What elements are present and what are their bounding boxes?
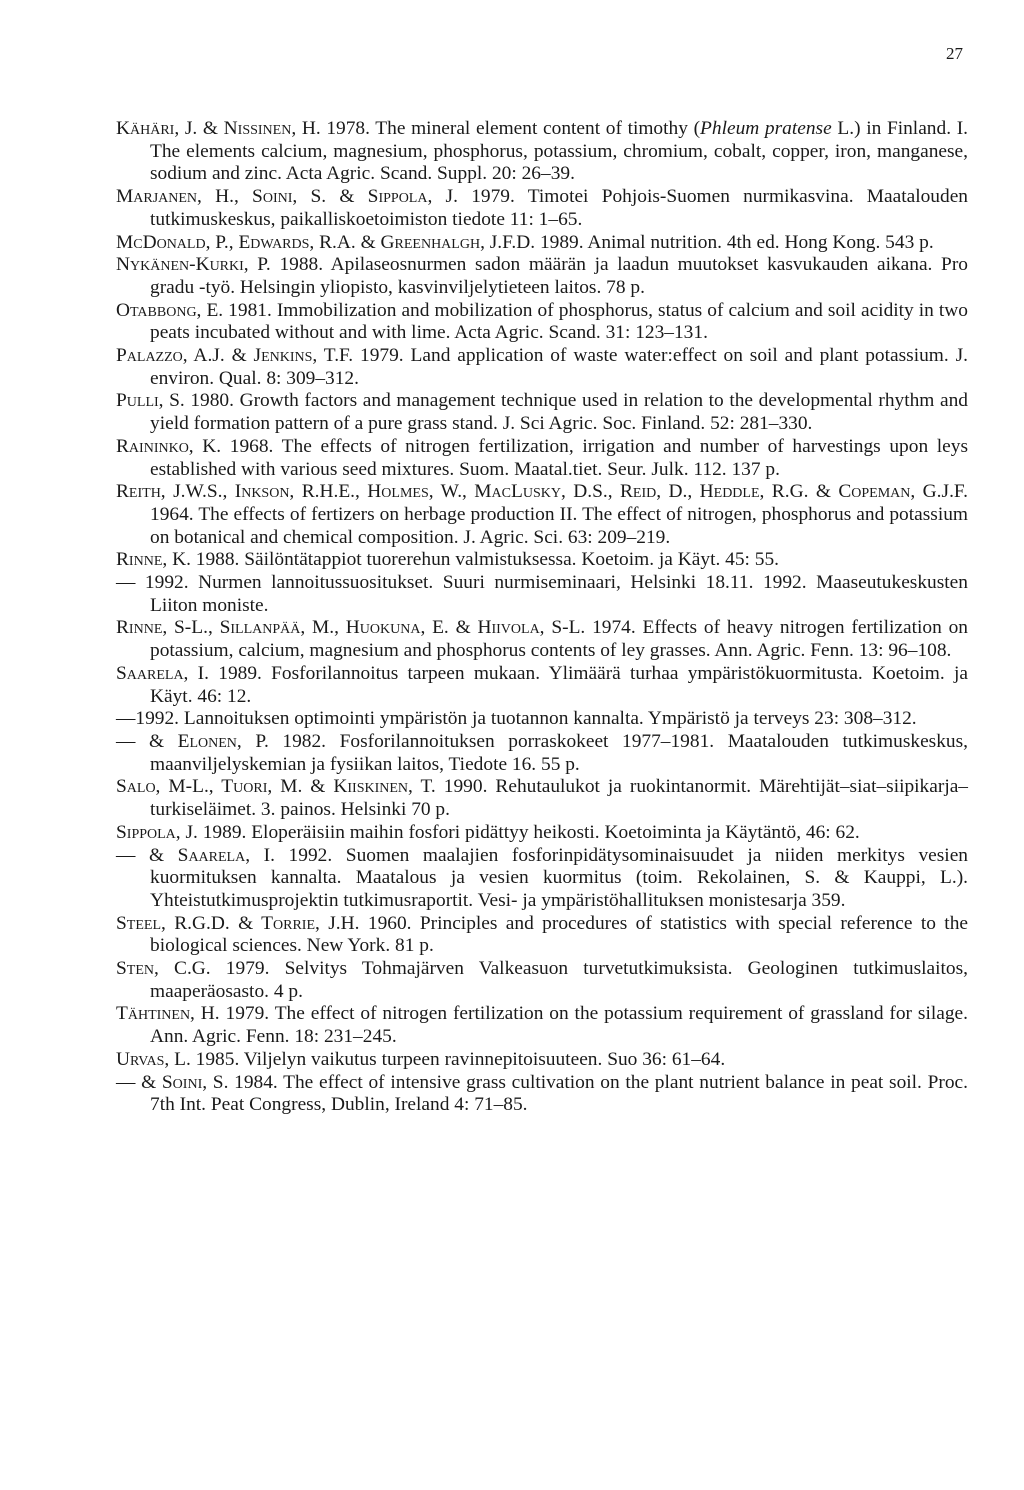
reference-authors: — xyxy=(116,572,145,594)
reference-entry xyxy=(116,1003,968,1048)
reference-text: 1980. Growth factors and management technique used in relation to the developmental rhythm and yield formation pattern of a pure grass stand. J. Sci Agric. Soc. Finland. 52: 281–330. xyxy=(150,390,968,435)
reference-entry xyxy=(116,1049,968,1072)
reference-entry xyxy=(116,776,968,821)
reference-text: 1979. Selvitys Tohmajärven Valkeasuon turvetutkimuksista. Geologinen tutkimuslaitos, maaperäosasto. 4 p. xyxy=(150,958,968,1002)
reference-entry xyxy=(116,708,968,731)
reference-authors: Reith, J.W.S., Inkson, R.H.E., Holmes, W., MacLusky, D.S., Reid, D., Heddle, R.G. & Copeman, G.J.F. xyxy=(116,481,968,503)
reference-entry xyxy=(116,663,968,708)
reference-text: 1989. Animal nutrition. 4th ed. Hong Kong. 543 p. xyxy=(535,231,934,253)
reference-authors: — & Soini, S. xyxy=(116,1071,229,1093)
reference-entry xyxy=(116,913,968,958)
reference-entry xyxy=(116,481,968,549)
reference-text: 1992. Nurmen lannoitussuositukset. Suuri nurmiseminaari, Helsinki 18.11. 1992. Maaseutukeskusten Liiton moniste. xyxy=(144,572,968,616)
reference-entry xyxy=(116,345,968,390)
reference-text: 1979. The effect of nitrogen fertilization on the potassium requirement of grassland for silage. Ann. Agric. Fenn. 18: 231–245. xyxy=(150,1003,968,1048)
reference-authors: — & Elonen, P. xyxy=(116,730,269,752)
reference-authors: Sippola, J. xyxy=(116,821,198,843)
reference-entry xyxy=(116,731,968,776)
reference-authors: Rinne, K. xyxy=(116,549,191,571)
reference-italic-name: Phleum pratense xyxy=(700,118,832,139)
reference-authors: Raininko, K. xyxy=(116,435,222,457)
reference-entry xyxy=(116,958,968,1003)
page-number: 27 xyxy=(946,44,963,63)
reference-authors: — xyxy=(116,708,136,730)
reference-text: 1979. Timotei Pohjois-Suomen nurmikasvina. Maatalouden tutkimuskeskus, paikalliskoetoimiston tiedote 11: 1–65. xyxy=(150,186,969,230)
reference-authors: Rinne, S-L., Sillanpää, M., Huokuna, E. & Hiivola, S-L. xyxy=(116,617,586,639)
reference-text: 1984. The effect of intensive grass cultivation on the plant nutrient balance in peat soil. Proc. 7th Int. Peat Congress, Dublin, Ireland 4: 71–85. xyxy=(150,1071,969,1116)
reference-authors: Palazzo, A.J. & Jenkins, T.F. xyxy=(116,345,354,367)
reference-entry xyxy=(116,822,968,845)
reference-entry xyxy=(116,572,968,617)
reference-text-end: L.) in Finland. I. The elements calcium, magnesium, phosphorus, potassium, chromium, cobalt, copper, iron, manganese, sodium and zinc. Acta Agric. Scand. Suppl. 20: 26–39. xyxy=(150,118,969,185)
reference-text: 1989. Fosforilannoitus tarpeen mukaan. Ylimäärä turhaa ympäristökuormitusta. Koetoim. ja Käyt. 46: 12. xyxy=(150,662,969,707)
reference-text: 1981. Immobilization and mobilization of phosphorus, status of calcium and soil acidity in two peats incubated without and with lime. Acta Agric. Scand. 31: 123–131. xyxy=(150,299,968,344)
reference-entry xyxy=(116,845,968,913)
reference-text: 1982. Fosforilannoituksen porraskokeet 1977–1981. Maatalouden tutkimuskeskus, maanviljelyskemian ja fysiikan laitos, Tiedote 16. 55 p. xyxy=(150,730,968,775)
reference-text: 1992. Suomen maalajien fosforinpidätysominaisuudet ja niiden merkitys vesien kuormituksen kannalta. Maatalous ja vesien kuormitus (toim. Rekolainen, S. & Kauppi, L.). Yhteistutkimusprojektin tutkimusraportit. Vesi- ja ympäristöhallituksen monistesarja 359. xyxy=(150,844,968,911)
reference-authors: Pulli, S. xyxy=(116,390,185,412)
reference-authors: Nykänen-Kurki, P. xyxy=(116,254,271,276)
reference-text: 1968. The effects of nitrogen fertilization, irrigation and number of harvestings upon leys established with various seed mixtures. Suom. Maatal.tiet. Seur. Julk. 112. 137 p. xyxy=(150,435,968,480)
reference-entry xyxy=(116,186,968,231)
reference-entry xyxy=(116,390,968,435)
reference-entry xyxy=(116,549,968,572)
reference-authors: Tähtinen, H. xyxy=(116,1003,220,1025)
reference-entry xyxy=(116,300,968,345)
reference-text: 1989. Eloperäisiin maihin fosfori pidättyy heikosti. Koetoiminta ja Käytäntö, 46: 62. xyxy=(197,821,860,843)
reference-entry xyxy=(116,436,968,481)
reference-authors: Saarela, I. xyxy=(116,662,209,684)
reference-authors: — & Saarela, I. xyxy=(116,844,275,866)
reference-authors: Otabbong, E. xyxy=(116,299,224,321)
reference-entry xyxy=(116,118,968,186)
reference-text: 1985. Viljelyn vaikutus turpeen ravinnepitoisuuteen. Suo 36: 61–64. xyxy=(190,1048,726,1070)
reference-entry xyxy=(116,254,968,299)
reference-text: 1964. The effects of fertizers on herbage production II. The effect of nitrogen, phosphorus and potassium on botanical and chemical composition. J. Agric. Sci. 63: 209–219. xyxy=(150,503,968,548)
reference-entry xyxy=(116,232,968,255)
reference-text: 1978. The mineral element content of timothy ( xyxy=(320,118,701,139)
reference-authors: Sten, C.G. xyxy=(116,958,211,980)
reference-text: 1992. Lannoituksen optimointi ympäristön ja tuotannon kannalta. Ympäristö ja terveys 23: 308–312. xyxy=(135,708,917,730)
reference-authors: Kähäri, J. & Nissinen, H. xyxy=(116,118,321,139)
reference-authors: Steel, R.G.D. & Torrie, J.H. xyxy=(116,912,360,934)
reference-entry xyxy=(116,617,968,662)
reference-text: 1974. Effects of heavy nitrogen fertilization on potassium, calcium, magnesium and phosphorus contents of ley grasses. Ann. Agric. Fenn. 13: 96–108. xyxy=(150,617,969,662)
reference-text: 1988. Apilaseosnurmen sadon määrän ja laadun muutokset kasvukauden aikana. Pro gradu -työ. Helsingin yliopisto, kasvinviljelytieteen laitos. 78 p. xyxy=(150,254,968,298)
reference-authors: McDonald, P., Edwards, R.A. & Greenhalgh, J.F.D. xyxy=(116,231,536,253)
reference-authors: Salo, M-L., Tuori, M. & Kiiskinen, T. xyxy=(116,776,436,798)
reference-text: 1960. Principles and procedures of statistics with special reference to the biological sciences. New York. 81 p. xyxy=(150,912,968,957)
reference-text: 1990. Rehutaulukot ja ruokintanormit. Märehtijät–siat–siipikarja–turkiseläimet. 3. painos. Helsinki 70 p. xyxy=(150,776,969,821)
reference-entry xyxy=(116,1072,968,1117)
reference-list xyxy=(116,118,968,1117)
reference-authors: Marjanen, H., Soini, S. & Sippola, J. xyxy=(116,186,458,208)
reference-authors: Urvas, L. xyxy=(116,1048,191,1070)
reference-text: 1988. Säilöntätappiot tuorerehun valmistuksessa. Koetoim. ja Käyt. 45: 55. xyxy=(190,549,780,571)
reference-text: 1979. Land application of waste water:effect on soil and plant potassium. J. environ. Qual. 8: 309–312. xyxy=(150,345,968,389)
